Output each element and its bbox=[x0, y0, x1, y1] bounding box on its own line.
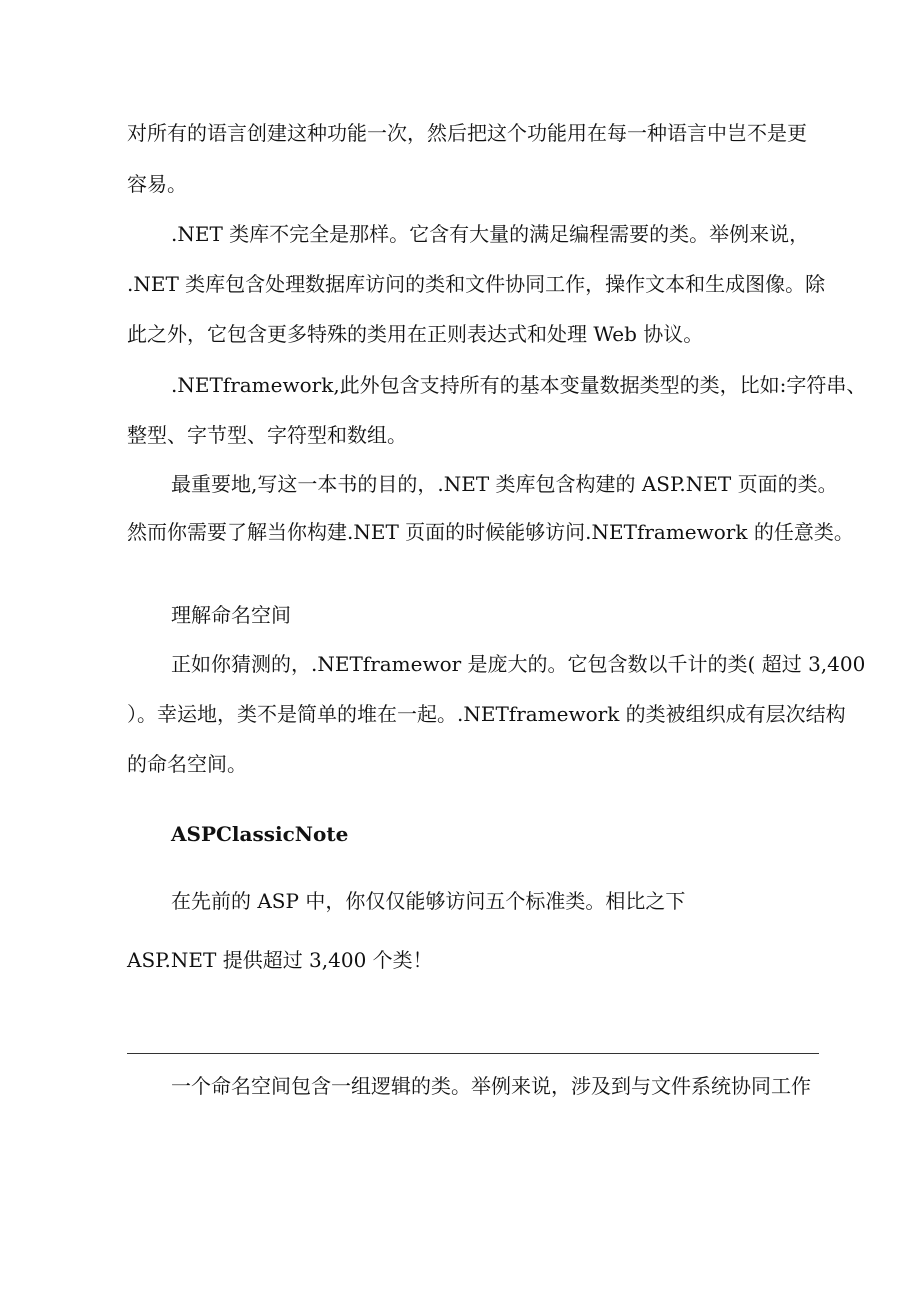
paragraph-line: .NET 类库包含处理数据库访问的类和文件协同工作，操作文本和生成图像。除 bbox=[127, 272, 826, 296]
paragraph-line: 一个命名空间包含一组逻辑的类。举例来说，涉及到与文件系统协同工作 bbox=[171, 1074, 811, 1098]
note-line: 在先前的 ASP 中，你仅仅能够访问五个标准类。相比之下 bbox=[171, 889, 686, 913]
paragraph-line: 容易。 bbox=[127, 172, 187, 196]
section-heading: 理解命名空间 bbox=[171, 603, 291, 627]
paragraph-line: .NET 类库不完全是那样。它含有大量的满足编程需要的类。举例来说， bbox=[171, 222, 810, 246]
paragraph-line: 对所有的语言创建这种功能一次，然后把这个功能用在每一种语言中岂不是更 bbox=[127, 121, 807, 145]
paragraph-line: 此之外，它包含更多特殊的类用在正则表达式和处理 Web 协议。 bbox=[127, 322, 704, 346]
paragraph-line: ）。幸运地，类不是简单的堆在一起。.NETframework 的类被组织成有层次结构 bbox=[127, 702, 846, 726]
paragraph-line: 的命名空间。 bbox=[127, 752, 247, 776]
paragraph-line: 最重要地,写这一本书的目的，.NET 类库包含构建的 ASP.NET 页面的类。 bbox=[171, 472, 838, 496]
paragraph-line: 正如你猜测的，.NETframewor 是庞大的。它包含数以千计的类( 超过 3,400 bbox=[171, 652, 866, 676]
note-line: ASP.NET 提供超过 3,400 个类！ bbox=[127, 948, 433, 972]
note-heading: ASPClassicNote bbox=[171, 822, 349, 846]
paragraph-line: 整型、字节型、字符型和数组。 bbox=[127, 423, 407, 447]
paragraph-line: .NETframework,此外包含支持所有的基本变量数据类型的类，比如:字符串、 bbox=[171, 373, 867, 397]
paragraph-line: 然而你需要了解当你构建.NET 页面的时候能够访问.NETframework 的任意类。 bbox=[127, 520, 854, 544]
divider bbox=[127, 1053, 819, 1054]
